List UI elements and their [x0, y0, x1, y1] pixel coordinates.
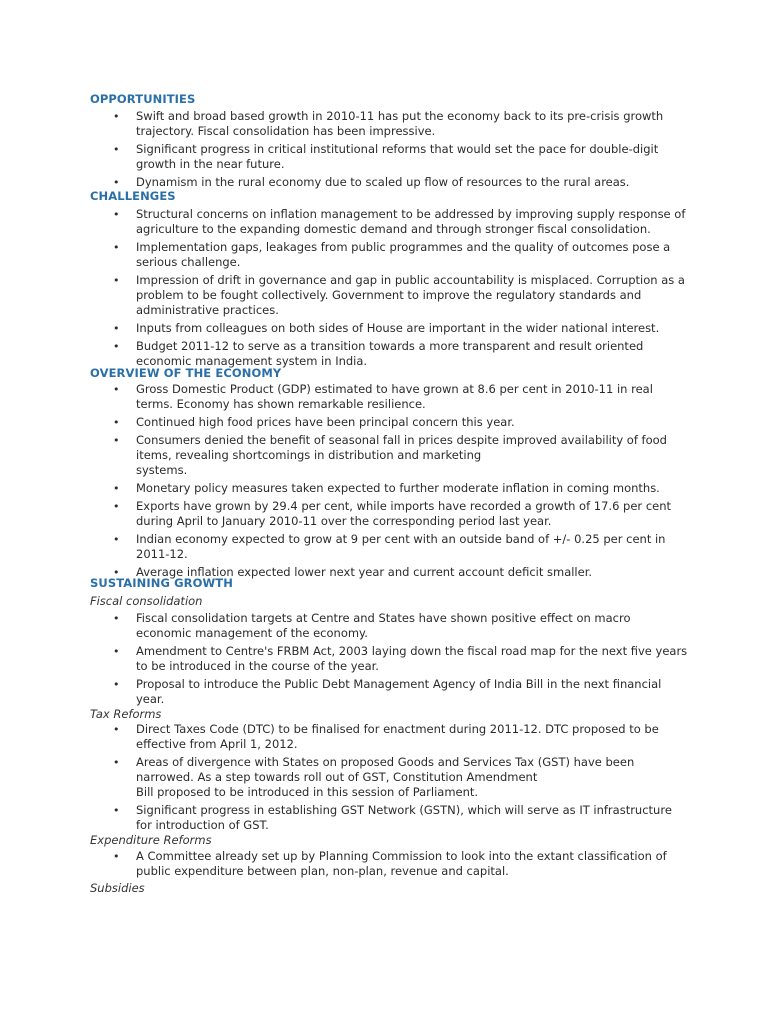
bullet-icon: •: [113, 533, 120, 546]
bullet-text: Dynamism in the rural economy due to scaled up flow of resources to the rural areas.: [136, 175, 630, 189]
bullet-icon: •: [113, 143, 120, 156]
bullet-item: [0, 339, 768, 369]
bullet-item: [0, 849, 768, 879]
bullet-item: [0, 175, 768, 190]
bullet-text: Swift and broad based growth in 2010-11 has put the economy back to its pre-crisis growth trajectory. Fiscal consolidation has been impressive.: [136, 109, 664, 138]
bullet-icon: •: [113, 434, 120, 447]
bullet-text: Monetary policy measures taken expected to further moderate inflation in coming months.: [136, 481, 660, 495]
bullet-item: [0, 109, 768, 139]
challenges-heading: CHALLENGES: [90, 189, 176, 203]
tax-reforms-subheading: Tax Reforms: [90, 707, 162, 721]
bullet-text: A Committee already set up by Planning Commission to look into the extant classification of public expenditure between plan, non-plan, revenue and capital.: [136, 849, 667, 878]
bullet-item: [0, 240, 768, 270]
bullet-icon: •: [113, 110, 120, 123]
bullet-item: [0, 677, 768, 707]
opportunities-list: [0, 109, 768, 193]
bullet-icon: •: [113, 612, 120, 625]
bullet-icon: •: [113, 340, 120, 353]
expenditure-reforms-list: [0, 849, 768, 882]
bullet-icon: •: [113, 322, 120, 335]
bullet-icon: •: [113, 274, 120, 287]
bullet-item: [0, 321, 768, 336]
bullet-text: Structural concerns on inflation management to be addressed by improving supply response of agriculture to the expanding domestic demand and through stronger fiscal consolidation.: [136, 207, 686, 236]
sustaining-growth-heading: SUSTAINING GROWTH: [90, 576, 233, 590]
bullet-item: [0, 273, 768, 318]
bullet-item: [0, 722, 768, 752]
bullet-icon: •: [113, 678, 120, 691]
bullet-text: Impression of drift in governance and gap in public accountability is misplaced. Corruption as a problem to be fought collectively. Government to improve the regulatory standards and administrative practices.: [136, 273, 685, 317]
challenges-list: [0, 207, 768, 372]
bullet-text: Inputs from colleagues on both sides of House are important in the wider national interest.: [136, 321, 660, 335]
bullet-text: Proposal to introduce the Public Debt Management Agency of India Bill in the next financial year.: [136, 677, 662, 706]
bullet-icon: •: [113, 723, 120, 736]
bullet-item: [0, 142, 768, 172]
tax-reforms-list: [0, 722, 768, 836]
expenditure-reforms-subheading: Expenditure Reforms: [90, 833, 212, 847]
bullet-item: [0, 803, 768, 833]
bullet-icon: •: [113, 383, 120, 396]
bullet-icon: •: [113, 208, 120, 221]
bullet-icon: •: [113, 241, 120, 254]
bullet-item: [0, 755, 768, 800]
bullet-text: Areas of divergence with States on proposed Goods and Services Tax (GST) have been narrowed. As a step towards roll out of GST, Constitution Amendment Bill proposed to be introduced in this session of Parliament.: [136, 755, 635, 799]
bullet-item: [0, 532, 768, 562]
bullet-item: [0, 433, 768, 478]
bullet-text: Indian economy expected to grow at 9 per cent with an outside band of +/- 0.25 per cent in 2011-12.: [136, 532, 666, 561]
bullet-item: [0, 644, 768, 674]
fiscal-consolidation-list: [0, 611, 768, 710]
bullet-text: Direct Taxes Code (DTC) to be finalised for enactment during 2011-12. DTC proposed to be effective from April 1, 2012.: [136, 722, 659, 751]
bullet-text: Exports have grown by 29.4 per cent, while imports have recorded a growth of 17.6 per cent during April to January 2010-11 over the corresponding period last year.: [136, 499, 672, 528]
overview-heading: OVERVIEW OF THE ECONOMY: [90, 366, 282, 380]
fiscal-consolidation-subheading: Fiscal consolidation: [90, 594, 203, 608]
bullet-icon: •: [113, 756, 120, 769]
bullet-item: [0, 415, 768, 430]
bullet-icon: •: [113, 176, 120, 189]
opportunities-heading: OPPORTUNITIES: [90, 92, 196, 106]
bullet-text: Budget 2011-12 to serve as a transition towards a more transparent and result oriented economic management system in India.: [136, 339, 644, 368]
bullet-icon: •: [113, 850, 120, 863]
bullet-item: [0, 611, 768, 641]
bullet-text: Fiscal consolidation targets at Centre and States have shown positive effect on macro economic management of the economy.: [136, 611, 631, 640]
bullet-text: Gross Domestic Product (GDP) estimated to have grown at 8.6 per cent in 2010-11 in real terms. Economy has shown remarkable resilience.: [136, 382, 653, 411]
overview-list: [0, 382, 768, 583]
bullet-icon: •: [113, 645, 120, 658]
bullet-icon: •: [113, 566, 120, 579]
bullet-item: [0, 499, 768, 529]
bullet-text: Amendment to Centre's FRBM Act, 2003 laying down the fiscal road map for the next five years to be introduced in the course of the year.: [136, 644, 688, 673]
bullet-item: [0, 382, 768, 412]
bullet-text: Implementation gaps, leakages from public programmes and the quality of outcomes pose a serious challenge.: [136, 240, 671, 269]
bullet-icon: •: [113, 500, 120, 513]
bullet-text: Average inflation expected lower next year and current account deficit smaller.: [136, 565, 593, 579]
subsidies-subheading: Subsidies: [90, 881, 145, 895]
bullet-item: [0, 207, 768, 237]
bullet-icon: •: [113, 416, 120, 429]
bullet-text: Consumers denied the benefit of seasonal fall in prices despite improved availability of food items, revealing shortcomings in distribution and marketing systems.: [136, 433, 667, 477]
bullet-icon: •: [113, 482, 120, 495]
bullet-icon: •: [113, 804, 120, 817]
bullet-text: Continued high food prices have been principal concern this year.: [136, 415, 515, 429]
bullet-text: Significant progress in establishing GST Network (GSTN), which will serve as IT infrastructure for introduction of GST.: [136, 803, 672, 832]
bullet-text: Significant progress in critical institutional reforms that would set the pace for double-digit growth in the near future.: [136, 142, 659, 171]
bullet-item: [0, 481, 768, 496]
